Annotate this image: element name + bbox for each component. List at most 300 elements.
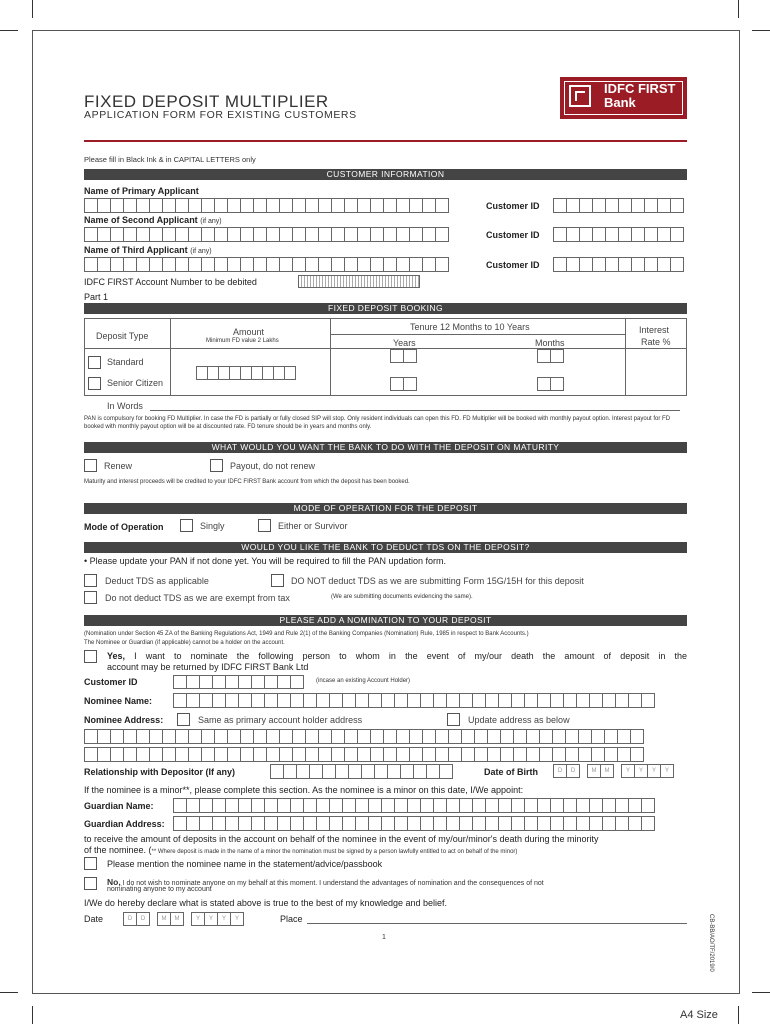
char-box[interactable] xyxy=(563,798,577,813)
char-box[interactable] xyxy=(420,798,434,813)
char-box[interactable] xyxy=(227,227,241,242)
place-line[interactable] xyxy=(307,923,687,924)
char-box[interactable] xyxy=(110,729,124,744)
char-box[interactable] xyxy=(175,227,189,242)
char-box[interactable] xyxy=(383,729,397,744)
char-box[interactable] xyxy=(553,198,567,213)
char-box[interactable] xyxy=(524,816,538,831)
address-line2-boxes[interactable] xyxy=(84,747,643,762)
char-box[interactable] xyxy=(591,729,605,744)
char-box[interactable] xyxy=(628,816,642,831)
char-box[interactable] xyxy=(628,693,642,708)
char-box[interactable] xyxy=(550,693,564,708)
char-box[interactable] xyxy=(322,764,336,779)
date-digit-box[interactable]: M xyxy=(587,764,601,778)
nominate-no-checkbox[interactable] xyxy=(84,877,97,890)
char-box[interactable] xyxy=(305,257,319,272)
char-box[interactable] xyxy=(279,227,293,242)
char-box[interactable] xyxy=(253,729,267,744)
char-box[interactable] xyxy=(370,729,384,744)
char-box[interactable] xyxy=(355,693,369,708)
char-box[interactable] xyxy=(186,693,200,708)
char-box[interactable] xyxy=(292,198,306,213)
char-box[interactable] xyxy=(292,729,306,744)
char-box[interactable] xyxy=(188,198,202,213)
char-box[interactable] xyxy=(422,729,436,744)
char-box[interactable] xyxy=(461,747,475,762)
char-box[interactable] xyxy=(201,227,215,242)
char-box[interactable] xyxy=(370,198,384,213)
char-box[interactable] xyxy=(357,198,371,213)
payout-checkbox[interactable] xyxy=(210,459,223,472)
char-box[interactable] xyxy=(199,798,213,813)
char-box[interactable] xyxy=(487,729,501,744)
char-box[interactable] xyxy=(199,675,213,689)
customer-id-boxes[interactable] xyxy=(553,227,683,242)
char-box[interactable] xyxy=(251,693,265,708)
char-box[interactable] xyxy=(136,257,150,272)
char-box[interactable] xyxy=(277,798,291,813)
char-box[interactable] xyxy=(279,747,293,762)
char-box[interactable] xyxy=(553,227,567,242)
char-box[interactable] xyxy=(433,798,447,813)
char-box[interactable] xyxy=(670,227,684,242)
char-box[interactable] xyxy=(433,693,447,708)
date-digit-box[interactable]: D xyxy=(123,912,137,926)
char-box[interactable] xyxy=(355,798,369,813)
char-box[interactable] xyxy=(602,816,616,831)
char-box[interactable] xyxy=(173,816,187,831)
char-box[interactable] xyxy=(175,257,189,272)
char-box[interactable] xyxy=(374,764,388,779)
char-box[interactable] xyxy=(409,747,423,762)
char-box[interactable] xyxy=(201,729,215,744)
char-box[interactable] xyxy=(292,257,306,272)
char-box[interactable] xyxy=(240,257,254,272)
char-box[interactable] xyxy=(240,747,254,762)
char-box[interactable] xyxy=(251,798,265,813)
char-box[interactable] xyxy=(511,693,525,708)
char-box[interactable] xyxy=(149,747,163,762)
char-box[interactable] xyxy=(344,747,358,762)
char-box[interactable] xyxy=(136,198,150,213)
char-box[interactable] xyxy=(212,675,226,689)
declaration-date-boxes[interactable] xyxy=(123,912,243,926)
char-box[interactable] xyxy=(251,816,265,831)
char-box[interactable] xyxy=(199,816,213,831)
char-box[interactable] xyxy=(305,729,319,744)
date-digit-box[interactable]: Y xyxy=(217,912,231,926)
char-box[interactable] xyxy=(563,816,577,831)
char-box[interactable] xyxy=(240,198,254,213)
char-box[interactable] xyxy=(550,816,564,831)
char-box[interactable] xyxy=(628,798,642,813)
char-box[interactable] xyxy=(435,729,449,744)
mention-nominee-checkbox[interactable] xyxy=(84,857,97,870)
third-applicant-name-boxes[interactable] xyxy=(84,257,448,272)
address-line1-boxes[interactable] xyxy=(84,729,643,744)
char-box[interactable] xyxy=(617,747,631,762)
char-box[interactable] xyxy=(400,764,414,779)
dob-boxes[interactable] xyxy=(553,764,673,778)
char-box[interactable] xyxy=(448,747,462,762)
char-box[interactable] xyxy=(357,227,371,242)
date-digit-box[interactable]: D xyxy=(553,764,567,778)
char-box[interactable] xyxy=(435,747,449,762)
char-box[interactable] xyxy=(316,693,330,708)
char-box[interactable] xyxy=(123,729,137,744)
char-box[interactable] xyxy=(264,675,278,689)
date-digit-box[interactable]: Y xyxy=(634,764,648,778)
char-box[interactable] xyxy=(162,747,176,762)
char-box[interactable] xyxy=(641,816,655,831)
date-digit-box[interactable]: Y xyxy=(621,764,635,778)
char-box[interactable] xyxy=(290,798,304,813)
char-box[interactable] xyxy=(238,675,252,689)
char-box[interactable] xyxy=(387,764,401,779)
customer-id-boxes[interactable] xyxy=(553,257,683,272)
char-box[interactable] xyxy=(214,257,228,272)
char-box[interactable] xyxy=(605,257,619,272)
char-box[interactable] xyxy=(277,693,291,708)
char-box[interactable] xyxy=(284,366,296,380)
guardian-name-boxes[interactable] xyxy=(173,798,654,813)
char-box[interactable] xyxy=(472,816,486,831)
char-box[interactable] xyxy=(344,227,358,242)
char-box[interactable] xyxy=(270,764,284,779)
char-box[interactable] xyxy=(566,227,580,242)
char-box[interactable] xyxy=(513,729,527,744)
char-box[interactable] xyxy=(446,798,460,813)
char-box[interactable] xyxy=(537,798,551,813)
char-box[interactable] xyxy=(550,377,564,391)
char-box[interactable] xyxy=(123,198,137,213)
char-box[interactable] xyxy=(591,747,605,762)
char-box[interactable] xyxy=(318,257,332,272)
char-box[interactable] xyxy=(498,693,512,708)
char-box[interactable] xyxy=(459,816,473,831)
char-box[interactable] xyxy=(526,729,540,744)
customer-id-boxes[interactable] xyxy=(553,198,683,213)
char-box[interactable] xyxy=(602,693,616,708)
char-box[interactable] xyxy=(435,227,449,242)
char-box[interactable] xyxy=(149,257,163,272)
char-box[interactable] xyxy=(422,227,436,242)
char-box[interactable] xyxy=(396,729,410,744)
char-box[interactable] xyxy=(329,693,343,708)
char-box[interactable] xyxy=(335,764,349,779)
char-box[interactable] xyxy=(110,198,124,213)
char-box[interactable] xyxy=(318,729,332,744)
char-box[interactable] xyxy=(214,729,228,744)
char-box[interactable] xyxy=(238,816,252,831)
date-digit-box[interactable]: Y xyxy=(230,912,244,926)
char-box[interactable] xyxy=(318,227,332,242)
char-box[interactable] xyxy=(188,729,202,744)
char-box[interactable] xyxy=(225,693,239,708)
char-box[interactable] xyxy=(162,227,176,242)
char-box[interactable] xyxy=(342,798,356,813)
char-box[interactable] xyxy=(342,816,356,831)
char-box[interactable] xyxy=(84,198,98,213)
char-box[interactable] xyxy=(238,693,252,708)
char-box[interactable] xyxy=(461,729,475,744)
char-box[interactable] xyxy=(240,227,254,242)
char-box[interactable] xyxy=(435,198,449,213)
char-box[interactable] xyxy=(318,747,332,762)
char-box[interactable] xyxy=(500,729,514,744)
char-box[interactable] xyxy=(578,747,592,762)
char-box[interactable] xyxy=(407,798,421,813)
char-box[interactable] xyxy=(344,729,358,744)
date-digit-box[interactable]: M xyxy=(170,912,184,926)
char-box[interactable] xyxy=(474,747,488,762)
char-box[interactable] xyxy=(579,257,593,272)
char-box[interactable] xyxy=(524,798,538,813)
char-box[interactable] xyxy=(615,798,629,813)
months-boxes-standard[interactable] xyxy=(537,349,563,363)
char-box[interactable] xyxy=(84,257,98,272)
char-box[interactable] xyxy=(123,747,137,762)
char-box[interactable] xyxy=(589,798,603,813)
char-box[interactable] xyxy=(331,227,345,242)
char-box[interactable] xyxy=(435,257,449,272)
char-box[interactable] xyxy=(173,798,187,813)
years-boxes-standard[interactable] xyxy=(390,349,416,363)
char-box[interactable] xyxy=(331,747,345,762)
char-box[interactable] xyxy=(305,198,319,213)
deduct-tds-checkbox[interactable] xyxy=(84,574,97,587)
char-box[interactable] xyxy=(604,747,618,762)
char-box[interactable] xyxy=(175,729,189,744)
char-box[interactable] xyxy=(448,729,462,744)
renew-checkbox[interactable] xyxy=(84,459,97,472)
char-box[interactable] xyxy=(110,227,124,242)
char-box[interactable] xyxy=(403,377,417,391)
char-box[interactable] xyxy=(370,227,384,242)
char-box[interactable] xyxy=(214,227,228,242)
char-box[interactable] xyxy=(602,798,616,813)
char-box[interactable] xyxy=(292,227,306,242)
char-box[interactable] xyxy=(266,747,280,762)
char-box[interactable] xyxy=(331,257,345,272)
char-box[interactable] xyxy=(201,257,215,272)
char-box[interactable] xyxy=(175,198,189,213)
char-box[interactable] xyxy=(303,693,317,708)
char-box[interactable] xyxy=(578,729,592,744)
char-box[interactable] xyxy=(550,349,564,363)
char-box[interactable] xyxy=(264,693,278,708)
years-boxes-senior[interactable] xyxy=(390,377,416,391)
char-box[interactable] xyxy=(84,729,98,744)
relationship-boxes[interactable] xyxy=(270,764,452,779)
guardian-address-boxes[interactable] xyxy=(173,816,654,831)
standard-checkbox[interactable] xyxy=(88,356,101,369)
char-box[interactable] xyxy=(266,729,280,744)
char-box[interactable] xyxy=(225,816,239,831)
date-digit-box[interactable]: Y xyxy=(660,764,674,778)
char-box[interactable] xyxy=(552,747,566,762)
char-box[interactable] xyxy=(136,729,150,744)
months-boxes-senior[interactable] xyxy=(537,377,563,391)
char-box[interactable] xyxy=(214,747,228,762)
char-box[interactable] xyxy=(566,198,580,213)
char-box[interactable] xyxy=(251,675,265,689)
char-box[interactable] xyxy=(162,729,176,744)
char-box[interactable] xyxy=(292,747,306,762)
char-box[interactable] xyxy=(641,798,655,813)
char-box[interactable] xyxy=(641,693,655,708)
char-box[interactable] xyxy=(253,227,267,242)
char-box[interactable] xyxy=(227,198,241,213)
char-box[interactable] xyxy=(422,257,436,272)
char-box[interactable] xyxy=(84,227,98,242)
char-box[interactable] xyxy=(149,198,163,213)
char-box[interactable] xyxy=(368,816,382,831)
char-box[interactable] xyxy=(657,257,671,272)
char-box[interactable] xyxy=(225,798,239,813)
char-box[interactable] xyxy=(303,798,317,813)
char-box[interactable] xyxy=(123,257,137,272)
char-box[interactable] xyxy=(186,798,200,813)
char-box[interactable] xyxy=(485,816,499,831)
char-box[interactable] xyxy=(357,729,371,744)
char-box[interactable] xyxy=(201,747,215,762)
char-box[interactable] xyxy=(173,693,187,708)
char-box[interactable] xyxy=(446,693,460,708)
char-box[interactable] xyxy=(396,747,410,762)
char-box[interactable] xyxy=(403,349,417,363)
char-box[interactable] xyxy=(422,747,436,762)
char-box[interactable] xyxy=(605,227,619,242)
char-box[interactable] xyxy=(225,675,239,689)
char-box[interactable] xyxy=(309,764,323,779)
nominate-yes-checkbox[interactable] xyxy=(84,650,97,663)
char-box[interactable] xyxy=(589,693,603,708)
char-box[interactable] xyxy=(173,675,187,689)
char-box[interactable] xyxy=(396,227,410,242)
char-box[interactable] xyxy=(511,798,525,813)
char-box[interactable] xyxy=(240,729,254,744)
char-box[interactable] xyxy=(565,747,579,762)
char-box[interactable] xyxy=(498,816,512,831)
char-box[interactable] xyxy=(615,693,629,708)
char-box[interactable] xyxy=(472,693,486,708)
char-box[interactable] xyxy=(459,798,473,813)
date-digit-box[interactable]: Y xyxy=(204,912,218,926)
char-box[interactable] xyxy=(394,693,408,708)
char-box[interactable] xyxy=(511,816,525,831)
char-box[interactable] xyxy=(657,198,671,213)
char-box[interactable] xyxy=(188,257,202,272)
char-box[interactable] xyxy=(175,747,189,762)
char-box[interactable] xyxy=(253,747,267,762)
char-box[interactable] xyxy=(355,816,369,831)
same-address-checkbox[interactable] xyxy=(177,713,190,726)
char-box[interactable] xyxy=(305,227,319,242)
second-applicant-name-boxes[interactable] xyxy=(84,227,448,242)
char-box[interactable] xyxy=(644,227,658,242)
char-box[interactable] xyxy=(539,729,553,744)
char-box[interactable] xyxy=(605,198,619,213)
primary-applicant-name-boxes[interactable] xyxy=(84,198,448,213)
char-box[interactable] xyxy=(644,257,658,272)
date-digit-box[interactable]: D xyxy=(566,764,580,778)
char-box[interactable] xyxy=(136,227,150,242)
char-box[interactable] xyxy=(644,198,658,213)
char-box[interactable] xyxy=(537,377,551,391)
char-box[interactable] xyxy=(631,227,645,242)
char-box[interactable] xyxy=(331,729,345,744)
char-box[interactable] xyxy=(279,198,293,213)
char-box[interactable] xyxy=(149,227,163,242)
char-box[interactable] xyxy=(383,198,397,213)
char-box[interactable] xyxy=(592,227,606,242)
char-box[interactable] xyxy=(290,693,304,708)
char-box[interactable] xyxy=(383,227,397,242)
char-box[interactable] xyxy=(264,798,278,813)
char-box[interactable] xyxy=(110,747,124,762)
char-box[interactable] xyxy=(318,198,332,213)
char-box[interactable] xyxy=(618,257,632,272)
date-digit-box[interactable]: D xyxy=(136,912,150,926)
char-box[interactable] xyxy=(136,747,150,762)
char-box[interactable] xyxy=(565,729,579,744)
account-number-input[interactable] xyxy=(298,275,420,288)
char-box[interactable] xyxy=(316,816,330,831)
char-box[interactable] xyxy=(97,747,111,762)
char-box[interactable] xyxy=(238,798,252,813)
char-box[interactable] xyxy=(579,198,593,213)
char-box[interactable] xyxy=(394,816,408,831)
char-box[interactable] xyxy=(500,747,514,762)
char-box[interactable] xyxy=(433,816,447,831)
char-box[interactable] xyxy=(110,257,124,272)
char-box[interactable] xyxy=(592,257,606,272)
char-box[interactable] xyxy=(537,349,551,363)
char-box[interactable] xyxy=(97,198,111,213)
char-box[interactable] xyxy=(227,257,241,272)
char-box[interactable] xyxy=(227,747,241,762)
char-box[interactable] xyxy=(149,729,163,744)
char-box[interactable] xyxy=(446,816,460,831)
char-box[interactable] xyxy=(420,693,434,708)
char-box[interactable] xyxy=(553,257,567,272)
char-box[interactable] xyxy=(201,198,215,213)
char-box[interactable] xyxy=(409,729,423,744)
char-box[interactable] xyxy=(277,816,291,831)
char-box[interactable] xyxy=(264,816,278,831)
char-box[interactable] xyxy=(439,764,453,779)
char-box[interactable] xyxy=(474,729,488,744)
char-box[interactable] xyxy=(266,227,280,242)
char-box[interactable] xyxy=(266,257,280,272)
no-deduct-15g-checkbox[interactable] xyxy=(271,574,284,587)
either-survivor-checkbox[interactable] xyxy=(258,519,271,532)
char-box[interactable] xyxy=(524,693,538,708)
char-box[interactable] xyxy=(212,693,226,708)
char-box[interactable] xyxy=(290,816,304,831)
char-box[interactable] xyxy=(279,257,293,272)
char-box[interactable] xyxy=(361,764,375,779)
char-box[interactable] xyxy=(513,747,527,762)
char-box[interactable] xyxy=(589,816,603,831)
char-box[interactable] xyxy=(329,816,343,831)
update-address-checkbox[interactable] xyxy=(447,713,460,726)
date-digit-box[interactable]: M xyxy=(157,912,171,926)
char-box[interactable] xyxy=(266,198,280,213)
char-box[interactable] xyxy=(381,816,395,831)
